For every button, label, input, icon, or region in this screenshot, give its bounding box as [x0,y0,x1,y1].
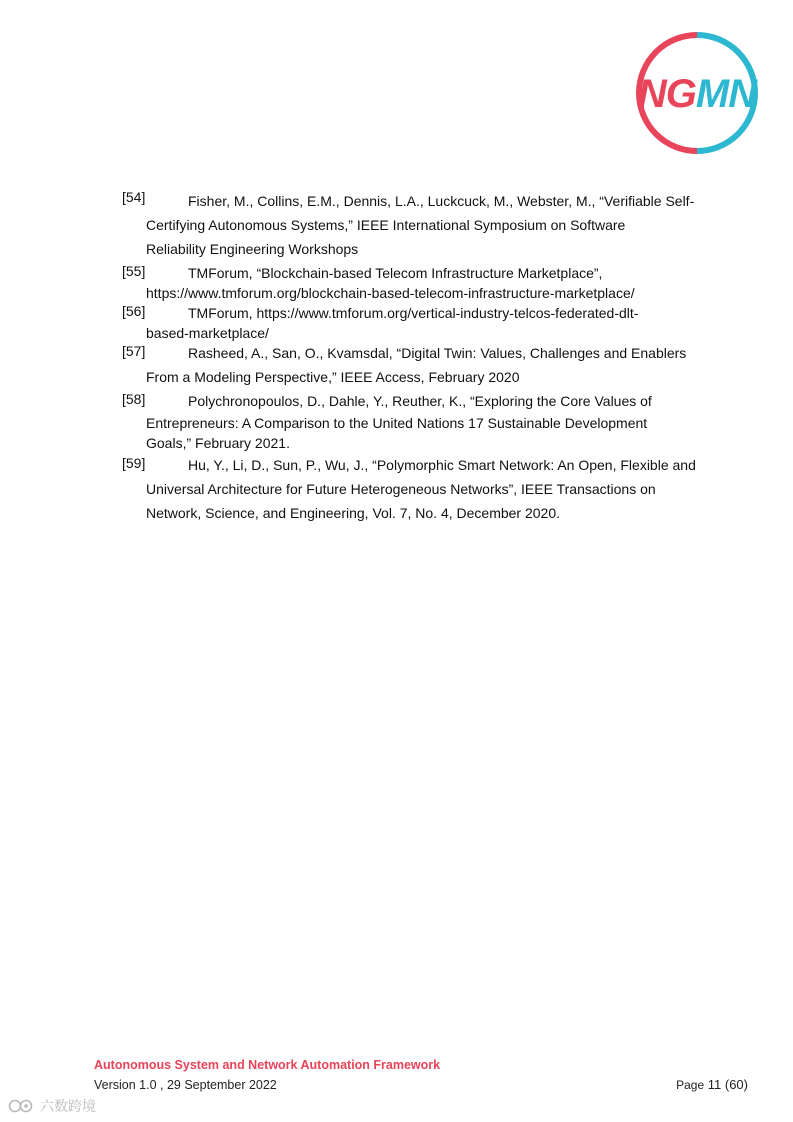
reference-line: Network, Science, and Engineering, Vol. 7, No. 4, December 2020. [146,505,561,521]
reference-line: Certifying Autonomous Systems,” IEEE International Symposium on Software [146,217,626,233]
page-total: (60) [724,1077,748,1092]
reference-line: Polychronopoulos, D., Dahle, Y., Reuther, K., “Exploring the Core Values of [188,393,652,409]
logo-text: NGMN [637,72,757,116]
reference-item [122,261,722,301]
reference-item [122,301,722,341]
reference-line: From a Modeling Perspective,” IEEE Access, February 2020 [146,369,520,385]
reference-line: Universal Architecture for Future Heterogeneous Networks”, IEEE Transactions on [146,481,656,497]
reference-list [122,189,722,525]
reference-item [122,453,722,525]
reference-item [122,389,722,453]
reference-line: Fisher, M., Collins, E.M., Dennis, L.A., Luckcuck, M., Webster, M., “Verifiable Self- [188,193,695,209]
reference-line: TMForum, https://www.tmforum.org/vertical-industry-telcos-federated-dlt- [188,305,639,321]
reference-item [122,341,722,389]
reference-number: [55] [122,263,146,279]
reference-number: [56] [122,303,146,319]
reference-line: Goals,” February 2021. [146,435,290,451]
reference-number: [54] [122,189,146,205]
page-number: 11 [707,1077,722,1092]
reference-number: [57] [122,343,146,359]
watermark-text: 六数跨境 [40,1098,96,1114]
reference-number: [58] [122,391,146,407]
ngmn-logo [634,30,760,156]
reference-line: https://www.tmforum.org/blockchain-based-telecom-infrastructure-marketplace/ [146,285,635,301]
reference-line: Hu, Y., Li, D., Sun, P., Wu, J., “Polymorphic Smart Network: An Open, Flexible and [188,457,696,473]
reference-line: Entrepreneurs: A Comparison to the United Nations 17 Sustainable Development [146,415,648,431]
reference-number: [59] [122,455,146,471]
reference-item [122,189,722,261]
footer-title: Autonomous System and Network Automation Framework [94,1058,441,1072]
reference-line: TMForum, “Blockchain-based Telecom Infrastructure Marketplace”, [188,265,603,281]
reference-line: based-marketplace/ [146,325,269,341]
watermark [8,1096,96,1116]
reference-line: Reliability Engineering Workshops [146,241,359,257]
footer-version: Version 1.0 , 29 September 2022 [94,1078,277,1092]
page-label: Page [676,1078,705,1092]
camera-logo-icon [8,1098,34,1114]
reference-line: Rasheed, A., San, O., Kvamsdal, “Digital Twin: Values, Challenges and Enablers [188,345,687,361]
page-indicator [676,1077,748,1092]
